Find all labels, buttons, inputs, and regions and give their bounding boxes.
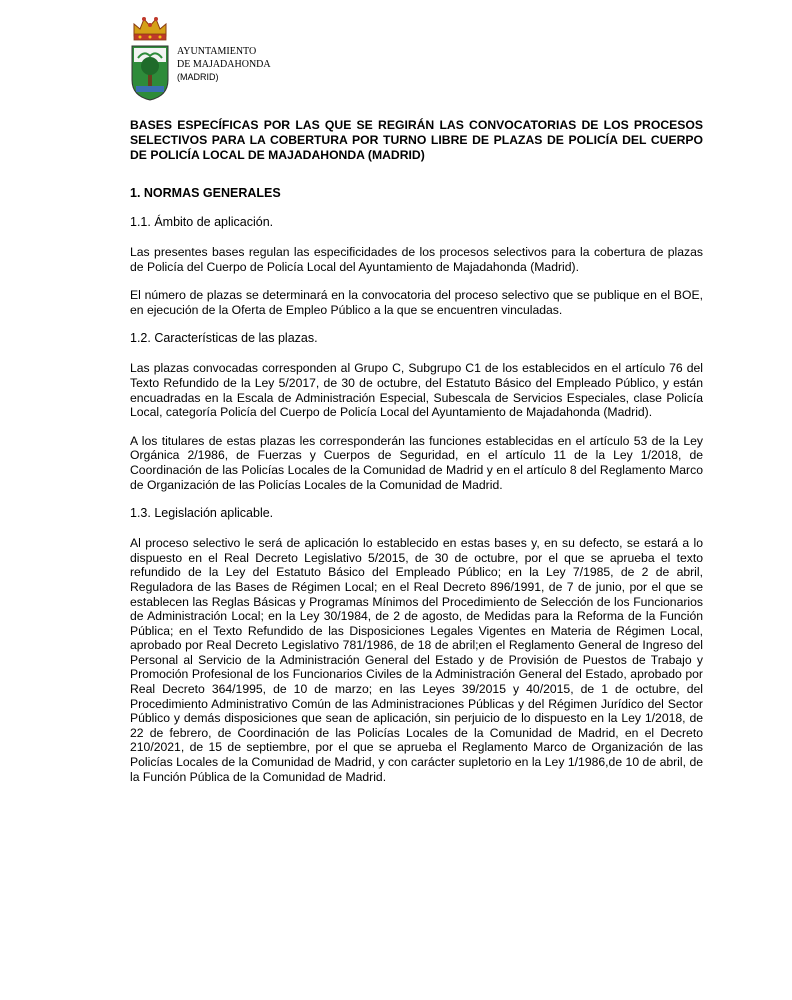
letterhead [130,14,330,104]
paragraph: Las presentes bases regulan las especificidades de los procesos selectivos para la cobertura de plazas de Policía del Cuerpo de Policía Local del Ayuntamiento de Majadahonda (Madrid). [130,245,703,274]
subsection-heading-caracteristicas: 1.2. Características de las plazas. [130,331,318,346]
org-line-2: DE MAJADAHONDA [177,59,271,70]
paragraph: Las plazas convocadas corresponden al Grupo C, Subgrupo C1 de los establecidos en el artículo 76 del Texto Refundido de la Ley 5/2017, de 30 de octubre, del Estatuto Básico del Empleado Público, y están encuadradas en la Escala de Administración Especial, Subescala de Servicios Especiales, clase Policía Local, categoría Policía del Cuerpo de Policía Local del Ayuntamiento de Majadahonda (Madrid). [130,361,703,420]
paragraph: El número de plazas se determinará en la convocatoria del proceso selectivo que se publique en el BOE, en ejecución de la Oferta de Empleo Público a la que se encuentren vinculadas. [130,288,703,317]
organization-name [177,45,271,84]
subsection-heading-ambito: 1.1. Ámbito de aplicación. [130,215,274,229]
org-line-1: AYUNTAMIENTO [177,46,257,57]
document-body [130,118,703,798]
section-heading-normas-generales: 1. NORMAS GENERALES [130,186,281,200]
coat-of-arms-icon [130,14,170,102]
subsection-heading-legislacion: 1.3. Legislación aplicable. [130,506,274,521]
paragraph: A los titulares de estas plazas les corresponderán las funciones establecidas en el artículo 53 de la Ley Orgánica 2/1986, de Fuerzas y Cuerpos de Seguridad, en el artículo 11 de la Ley 1/2018, de Coordinación de las Policías Locales de la Comunidad de Madrid y en el artículo 8 del Reglamento Marco de Organización de las Policías Locales de la Comunidad de Madrid. [130,433,703,492]
document-title: BASES ESPECÍFICAS POR LAS QUE SE REGIRÁN LAS CONVOCATORIAS DE LOS PROCESOS SELECTIVOS PARA LA COBERTURA POR TURNO LIBRE DE PLAZAS DE POLICÍA DEL CUERPO DE POLICÍA LOCAL DE MAJADAHONDA (MADRID) [130,118,703,162]
paragraph: Al proceso selectivo le será de aplicación lo establecido en estas bases y, en su defecto, se estará a lo dispuesto en el Real Decreto Legislativo 5/2015, de 30 de octubre, por el que se aprueba el texto refundido de la Ley del Estatuto Básico del Empleado Público; en la Ley 7/1985, de 2 de abril, Reguladora de las Bases de Régimen Local; en el Real Decreto 896/1991, de 7 de junio, por el que se establecen las Reglas Básicas y Programas Mínimos del Procedimiento de Selección de los Funcionarios de Administración Local; en la Ley 30/1984, de 2 de agosto, de Medidas para la Reforma de la Función Pública; en el Texto Refundido de las Disposiciones Legales Vigentes en Materia de Régimen Local, aprobado por Real Decreto Legislativo 781/1986, de 18 de abril;en el Reglamento General de Ingreso del Personal al Servicio de la Administración General del Estado y de Provisión de Puestos de Trabajo y Promoción Profesional de los Funcionarios Civiles de la Administración General del Estado, aprobado por Real Decreto 364/1995, de 10 de marzo; en las Leyes 39/2015 y 40/2015, de 1 de octubre, del Procedimiento Administrativo Común de las Administraciones Públicas y del Régimen Jurídico del Sector Público y demás disposiciones que sean de aplicación, sin perjuicio de lo dispuesto en la Ley 1/2018, de 22 de febrero, de Coordinación de las Policías Locales de la Comunidad de Madrid, en el Decreto 210/2021, de 15 de septiembre, por el que se aprueba el Reglamento Marco de Organización de las Policías Locales de la Comunidad de Madrid, y con carácter supletorio en la Ley 1/1986,de 10 de abril, de la Función Pública de la Comunidad de Madrid. [130,536,703,784]
org-line-3: (MADRID) [177,72,219,82]
